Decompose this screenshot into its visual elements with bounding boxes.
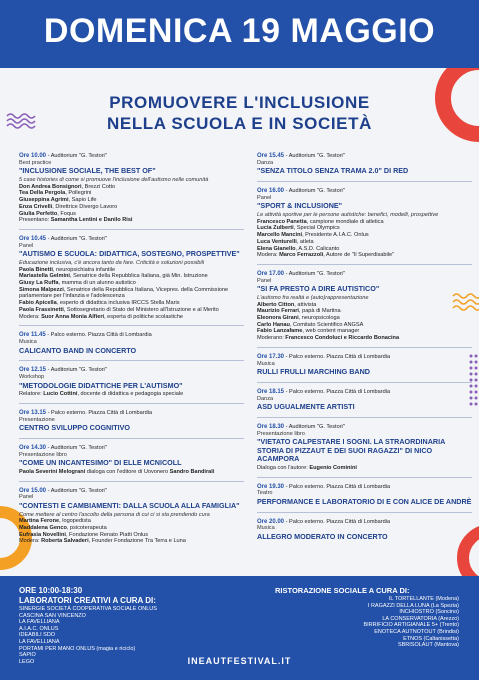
event-location: - Auditorium "G. Testori" bbox=[284, 153, 345, 159]
catering-heading: RISTORAZIONE SOCIALE A CURA DI: bbox=[275, 586, 410, 595]
header-banner bbox=[0, 0, 479, 68]
event-type: Musica bbox=[257, 525, 275, 532]
moderator-name: Francesco Condoluci e Riccardo Bonacina bbox=[285, 335, 400, 342]
event-description: L'autismo fra realtà e (auto)rappresentazione bbox=[257, 294, 369, 301]
catering-partner: ENOTECA AUTNOTOUT (Brindisi) bbox=[374, 628, 459, 635]
event-title: CENTRO SVILUPPO COGNITIVO bbox=[19, 423, 131, 433]
event-item bbox=[257, 271, 472, 342]
event-title: "SI FA PRESTO A DIRE AUTISTICO" bbox=[257, 284, 380, 294]
speaker-name: Eufrasia Novellini bbox=[19, 531, 66, 538]
catering-partner: ETNOS (Caltanissetta) bbox=[403, 635, 459, 642]
speaker-role: , mamma di un alunno autistico bbox=[58, 280, 136, 287]
speaker bbox=[19, 273, 244, 280]
speaker bbox=[257, 232, 472, 239]
event-time-line bbox=[19, 445, 244, 452]
event-type: Teatro bbox=[257, 490, 273, 497]
event-time: Ore 11.45 bbox=[19, 332, 46, 339]
event-title: "INCLUSIONE SOCIALE, THE BEST OF" bbox=[19, 166, 156, 176]
event-time: Ore 14.30 bbox=[19, 444, 47, 451]
event-time-line bbox=[257, 424, 472, 431]
speaker bbox=[19, 197, 244, 204]
divider bbox=[19, 229, 244, 230]
event-type: Panel bbox=[19, 242, 34, 249]
speaker bbox=[19, 532, 244, 539]
event-location: - Auditorium "G. Testori" bbox=[284, 270, 345, 277]
event-time-line bbox=[257, 484, 472, 491]
speaker-name: Carlo Hanau bbox=[257, 321, 290, 328]
speaker-name: Francesco Panetta bbox=[257, 218, 307, 225]
speaker bbox=[19, 204, 244, 211]
event-moderator bbox=[19, 469, 244, 476]
speaker bbox=[19, 300, 244, 307]
speaker bbox=[257, 219, 472, 226]
event-time-line bbox=[19, 488, 244, 495]
event-item bbox=[257, 484, 472, 507]
divider bbox=[19, 403, 244, 404]
event-time: Ore 17.00 bbox=[257, 270, 285, 277]
divider bbox=[19, 360, 244, 361]
event-item bbox=[257, 153, 472, 176]
event-time: Ore 12.15 bbox=[19, 367, 47, 374]
event-title: "SPORT & INCLUSIONE" bbox=[257, 201, 343, 211]
event-location: - Auditorium "G. Testori" bbox=[46, 444, 107, 451]
moderator-name: Suor Anna Monia Alfieri bbox=[41, 313, 105, 320]
speaker-name: Don Andrea Bonsignori bbox=[19, 183, 82, 190]
speaker-role: , psicoterapeuta bbox=[66, 525, 107, 532]
speaker-name: Tea Della Pergola bbox=[19, 190, 66, 197]
event-time: Ore 18.15 bbox=[257, 388, 285, 395]
speaker bbox=[257, 322, 472, 329]
workshop-partner: CASCINA SAN VINCENZO bbox=[19, 612, 86, 619]
speaker bbox=[19, 287, 244, 300]
event-item bbox=[19, 332, 244, 355]
event-time: Ore 15.00 bbox=[19, 487, 47, 494]
divider bbox=[19, 481, 244, 482]
event-item bbox=[19, 410, 244, 433]
speaker-name: Lucia Zulberti bbox=[257, 225, 294, 232]
event-time: Ore 18.30 bbox=[257, 423, 285, 430]
event-time-line bbox=[257, 153, 472, 160]
speaker bbox=[257, 239, 472, 246]
catering-partner: LA CONSERVATORIA (Arezzo) bbox=[382, 615, 459, 622]
event-item bbox=[257, 424, 472, 472]
moderator-name: Lucio Cottini bbox=[43, 391, 78, 398]
speaker bbox=[257, 328, 472, 335]
schedule-right-column bbox=[257, 153, 472, 547]
event-title: ASD UGUALMENTE ARTISTI bbox=[257, 402, 355, 412]
divider bbox=[19, 325, 244, 326]
speaker-role: , neuropsichiatra infantile bbox=[52, 266, 116, 273]
workshop-partner: LEGO bbox=[19, 658, 35, 665]
event-item bbox=[257, 389, 472, 412]
page-title: PROMUOVERE L'INCLUSIONE NELLA SCUOLA E IN SOCIETÀ bbox=[107, 93, 372, 133]
event-location: - Palco esterno. Piazza Città di Lombardia bbox=[284, 388, 391, 395]
event-time: Ore 17.30 bbox=[257, 353, 285, 360]
divider bbox=[257, 382, 472, 383]
divider bbox=[19, 438, 244, 439]
event-title: "METODOLOGIE DIDATTICHE PER L'AUTISMO" bbox=[19, 380, 183, 390]
speaker-role: , atleta bbox=[296, 238, 314, 245]
event-type: Musica bbox=[19, 338, 37, 345]
event-location: - Palco esterno. Piazza Città di Lombardia bbox=[46, 409, 153, 416]
event-time-line bbox=[19, 410, 244, 417]
moderator-label: , docente di didattica e pedagogia speciale bbox=[77, 391, 184, 398]
speaker-role: , Direttrice Divergo Lavoro bbox=[52, 203, 118, 210]
event-location: - Auditorium "G. Testori" bbox=[46, 367, 107, 374]
event-time: Ore 10.45 bbox=[19, 235, 47, 242]
event-item bbox=[19, 367, 244, 398]
speaker-role: , Fondazione Renato Piatti Onlus bbox=[65, 531, 149, 538]
event-time: Ore 20.00 bbox=[257, 518, 285, 525]
event-time-line bbox=[19, 367, 244, 374]
moderator-label: Moderano: bbox=[257, 335, 286, 342]
event-item bbox=[19, 445, 244, 476]
event-location: - Auditorium "G. Testori" bbox=[46, 235, 107, 242]
event-type: Presentazione libro bbox=[19, 451, 67, 458]
event-moderator bbox=[19, 391, 244, 398]
speaker-role: , campione mondiale di atletica bbox=[306, 218, 384, 225]
speaker bbox=[257, 302, 472, 309]
event-location: - Palco esterno. Piazza Città di Lombardia bbox=[284, 353, 391, 360]
speaker-name: Simona Malpezzi bbox=[19, 286, 64, 293]
event-date: DOMENICA 19 MAGGIO bbox=[43, 12, 436, 50]
moderator-label: Dialoga con l'autore: bbox=[257, 465, 310, 472]
event-time-line bbox=[257, 519, 472, 526]
event-time: Ore 15.45 bbox=[257, 153, 285, 159]
event-time: Ore 10.00 bbox=[19, 153, 47, 159]
speaker-role: , Senatrice della Repubblica Italiana, già Min. Istruzione bbox=[70, 273, 208, 280]
event-item bbox=[257, 354, 472, 377]
workshop-partner: LA FAVELLIANA bbox=[19, 638, 60, 645]
event-description: 5 case histories di come si promuove l'inclusione dell'autismo nelle comunità bbox=[19, 177, 209, 183]
moderator-label: Modera: bbox=[19, 538, 42, 545]
event-location: - Palco esterno. Piazza Città di Lombardia bbox=[284, 483, 391, 490]
speaker-role: , A.S.D. Calicanto bbox=[295, 245, 340, 252]
footer bbox=[0, 576, 479, 680]
moderator-name: Samantha Lentini e Danilo Risi bbox=[50, 217, 133, 224]
event-type: Best practice bbox=[19, 159, 52, 166]
speaker-role: , neuropsicologa bbox=[298, 315, 340, 322]
event-item bbox=[257, 519, 472, 542]
speaker-name: Giulia Perfetto bbox=[19, 210, 58, 217]
event-time-line bbox=[257, 271, 472, 278]
event-time-line bbox=[257, 389, 472, 396]
event-item bbox=[257, 188, 472, 259]
speaker-name: Enza Crivelli bbox=[19, 203, 53, 210]
speaker-role: , Sottosegretario di Stato del Ministero all'Istruzione e al Merito bbox=[63, 306, 219, 313]
event-type: Presentazione bbox=[19, 416, 55, 423]
speaker-name: Giusy La Ruffa bbox=[19, 280, 59, 287]
speaker bbox=[19, 190, 244, 197]
event-time-line bbox=[19, 153, 244, 160]
event-item bbox=[19, 488, 244, 546]
divider bbox=[257, 264, 472, 265]
event-title: "AUTISMO E SCUOLA: DIDATTICA, SOSTEGNO, PROSPETTIVE" bbox=[19, 249, 240, 259]
workshops-section bbox=[19, 586, 219, 665]
event-moderator bbox=[257, 252, 472, 259]
speaker-name: Giuseppina Agrimi bbox=[19, 197, 69, 204]
catering-partner: INCHIOSTRO (Soncino) bbox=[399, 609, 459, 616]
moderator-label: Modera: bbox=[257, 252, 280, 259]
speaker-name: Eleonora Girani bbox=[257, 315, 299, 322]
event-time-line bbox=[19, 332, 244, 339]
speaker-role: , Foqus bbox=[57, 210, 76, 217]
event-moderator bbox=[257, 335, 472, 342]
speaker-name: Marcello Mancini bbox=[257, 232, 303, 239]
event-time-line bbox=[19, 236, 244, 243]
moderator-label: , Founder Fondazione Tra Terra e Luna bbox=[88, 538, 186, 545]
speaker bbox=[19, 307, 244, 314]
moderator-label: Presentano: bbox=[19, 217, 51, 224]
speaker-role: , logopedista bbox=[59, 518, 91, 525]
moderator-label: Relatore: bbox=[19, 391, 44, 398]
speaker bbox=[257, 308, 472, 315]
workshop-partner: PORTAMI PER MANO ONLUS (magia e riciclo) bbox=[19, 645, 136, 652]
catering-partner: IL TORTELLANTE (Modena) bbox=[388, 596, 459, 602]
moderator-label: , esperta di politiche scolastiche bbox=[104, 313, 184, 320]
event-title: RULLI FRULLI MARCHING BAND bbox=[257, 367, 370, 377]
event-type: Workshop bbox=[19, 373, 45, 380]
divider bbox=[257, 512, 472, 513]
event-moderator bbox=[19, 217, 244, 224]
event-type: Musica bbox=[257, 360, 275, 367]
event-type: Danza bbox=[257, 159, 274, 166]
moderator-label: dialoga con l'editore di Uovonero bbox=[85, 468, 170, 475]
speaker bbox=[19, 525, 244, 532]
divider bbox=[257, 347, 472, 348]
workshop-partner: A.I.A.C. ONLUS bbox=[19, 625, 59, 632]
moderator-label: Modera: bbox=[19, 313, 42, 320]
moderator-name: Roberta Salvaderi bbox=[41, 538, 89, 545]
speaker bbox=[19, 518, 244, 525]
moderator-name: Paola Severini Melograni bbox=[19, 468, 86, 475]
speaker-role: , esperto di didattica inclusiva IRCCS Stella Maris bbox=[56, 300, 180, 307]
speaker-name: Maurizio Ferrari bbox=[257, 308, 299, 315]
workshops-time: ORE 10:00-18:30 bbox=[19, 586, 83, 595]
workshop-partner: SINERGIE SOCIETÀ COOPERATIVA SOCIALE ONLUS bbox=[19, 606, 157, 612]
event-time: Ore 19.30 bbox=[257, 483, 285, 490]
event-title: "CONTESTI E CAMBIAMENTI: DALLA SCUOLA ALLA FAMIGLIA" bbox=[19, 501, 240, 511]
event-item bbox=[19, 236, 244, 320]
speaker-role: , attivista bbox=[294, 301, 317, 308]
event-item bbox=[19, 153, 244, 224]
speaker bbox=[257, 315, 472, 322]
divider bbox=[257, 477, 472, 478]
catering-partner: SBRISOLAUT (Mantova) bbox=[397, 642, 459, 649]
event-location: - Palco esterno. Piazza Città di Lombardia bbox=[284, 518, 391, 525]
speaker-name: Paola Binetti bbox=[19, 266, 53, 273]
catering-partner: BIRRIFICIO ARTIGIANALE 5+ (Trento) bbox=[363, 622, 459, 629]
speaker bbox=[19, 184, 244, 191]
catering-section bbox=[269, 586, 459, 649]
event-description: Le attività sportive per le persone autistiche: benefici, modelli, prospettive bbox=[257, 212, 439, 218]
divider bbox=[257, 181, 472, 182]
speaker bbox=[257, 225, 472, 232]
speaker-role: , Sapio Life bbox=[68, 197, 97, 204]
event-title: ALLEGRO MODERATO IN CONCERTO bbox=[257, 532, 388, 542]
speaker-name: Martina Ferone bbox=[19, 518, 60, 525]
event-location: - Auditorium "G. Testori" bbox=[284, 423, 345, 430]
speaker bbox=[19, 211, 244, 218]
speaker-name: Fabio Apicella bbox=[19, 300, 57, 307]
event-location: - Auditorium "G. Testori" bbox=[284, 188, 345, 194]
event-type: Panel bbox=[257, 194, 272, 201]
speaker-role: , Presidente A.I.A.C. Onlus bbox=[302, 232, 369, 239]
event-moderator bbox=[19, 314, 244, 321]
speaker-name: Luca Venturelli bbox=[257, 238, 297, 245]
speaker-role: , papà di Martina bbox=[298, 308, 341, 315]
speaker-name: Fabio Lanzafame bbox=[257, 328, 303, 335]
speaker-name: Alberto Citton bbox=[257, 301, 295, 308]
speaker-name: Elena Gianello bbox=[257, 245, 296, 252]
speaker-role: , Comitato Scientifico ANGSA bbox=[289, 321, 364, 328]
speaker bbox=[19, 280, 244, 287]
workshop-partner: SAPIO bbox=[19, 652, 36, 659]
workshop-partner: LA FAVELLIANA bbox=[19, 619, 60, 626]
event-location: - Palco esterno. Piazza Città di Lombardia bbox=[45, 332, 152, 339]
website-link[interactable]: INEAUTFESTIVAL.IT bbox=[187, 656, 292, 666]
speaker-role: , Brezzi Cotto bbox=[81, 183, 116, 190]
moderator-name: Marco Ferrazzoli bbox=[279, 252, 324, 259]
speaker-role: , Special Olympics bbox=[293, 225, 340, 232]
workshops-heading: LABORATORI CREATIVI A CURA DI: bbox=[19, 596, 156, 605]
speaker-role: , Senatrice della Repubblica Italiana, Vicepres. della Commissione parlamentare per l'infanzia e l'adolescenza bbox=[19, 286, 229, 300]
speaker-role: , web content manager bbox=[302, 328, 360, 335]
event-title: PERFORMANCE E LABORATORIO DI E CON ALICE DE ANDRÈ bbox=[257, 497, 472, 507]
divider bbox=[257, 417, 472, 418]
event-title: "COME UN INCANTESIMO" DI ELLE MCNICOLL bbox=[19, 458, 182, 468]
speaker-name: Mariastella Gelmini bbox=[19, 273, 70, 280]
moderator-name: Sandro Bandirali bbox=[169, 468, 215, 475]
event-type: Panel bbox=[257, 277, 272, 284]
event-title: CALICANTO BAND IN CONCERTO bbox=[19, 345, 137, 355]
workshop-partner: IDEABILI SDO bbox=[19, 632, 56, 639]
event-title: "VIETATO CALPESTARE I SOGNI. LA STRAORDINARIA STORIA DI PIZZAUT E DEI SUOI RAGAZZI" DI NICO ACAMPORA bbox=[257, 437, 446, 464]
event-type: Panel bbox=[19, 494, 34, 501]
event-type: Danza bbox=[257, 395, 274, 402]
event-time: Ore 16.00 bbox=[257, 188, 285, 194]
event-type: Presentazione libro bbox=[257, 430, 305, 437]
event-location: - Auditorium "G. Testori" bbox=[46, 153, 107, 159]
schedule-left-column bbox=[19, 153, 244, 550]
speaker-name: Paola Frassinetti bbox=[19, 306, 64, 313]
event-description: Come mettere al centro l'ascolto della persona di cui ci si sta prendendo cura bbox=[19, 511, 210, 518]
event-moderator bbox=[19, 538, 244, 545]
event-description: Educazione inclusiva, c'è ancora tanto da fare. Criticità e soluzioni possibili bbox=[19, 259, 205, 266]
catering-partner: I RAGAZZI DELLA LUNA (La Spezia) bbox=[367, 602, 459, 609]
event-time-line bbox=[257, 188, 472, 195]
speaker-role: , Pollegrini bbox=[65, 190, 92, 197]
event-location: - Auditorium "G. Testori" bbox=[46, 487, 107, 494]
speaker bbox=[19, 267, 244, 274]
moderator-label: , Autore de "Il Superdisabile" bbox=[323, 252, 395, 259]
event-title: "SENZA TITOLO SENZA TRAMA 2.0" DI RED bbox=[257, 166, 409, 176]
speaker bbox=[257, 246, 472, 253]
event-moderator bbox=[257, 465, 472, 472]
speaker-name: Maddalena Genco bbox=[19, 525, 67, 532]
moderator-name: Eugenio Cominini bbox=[309, 465, 357, 472]
event-time-line bbox=[257, 354, 472, 361]
event-time: Ore 13.15 bbox=[19, 409, 47, 416]
